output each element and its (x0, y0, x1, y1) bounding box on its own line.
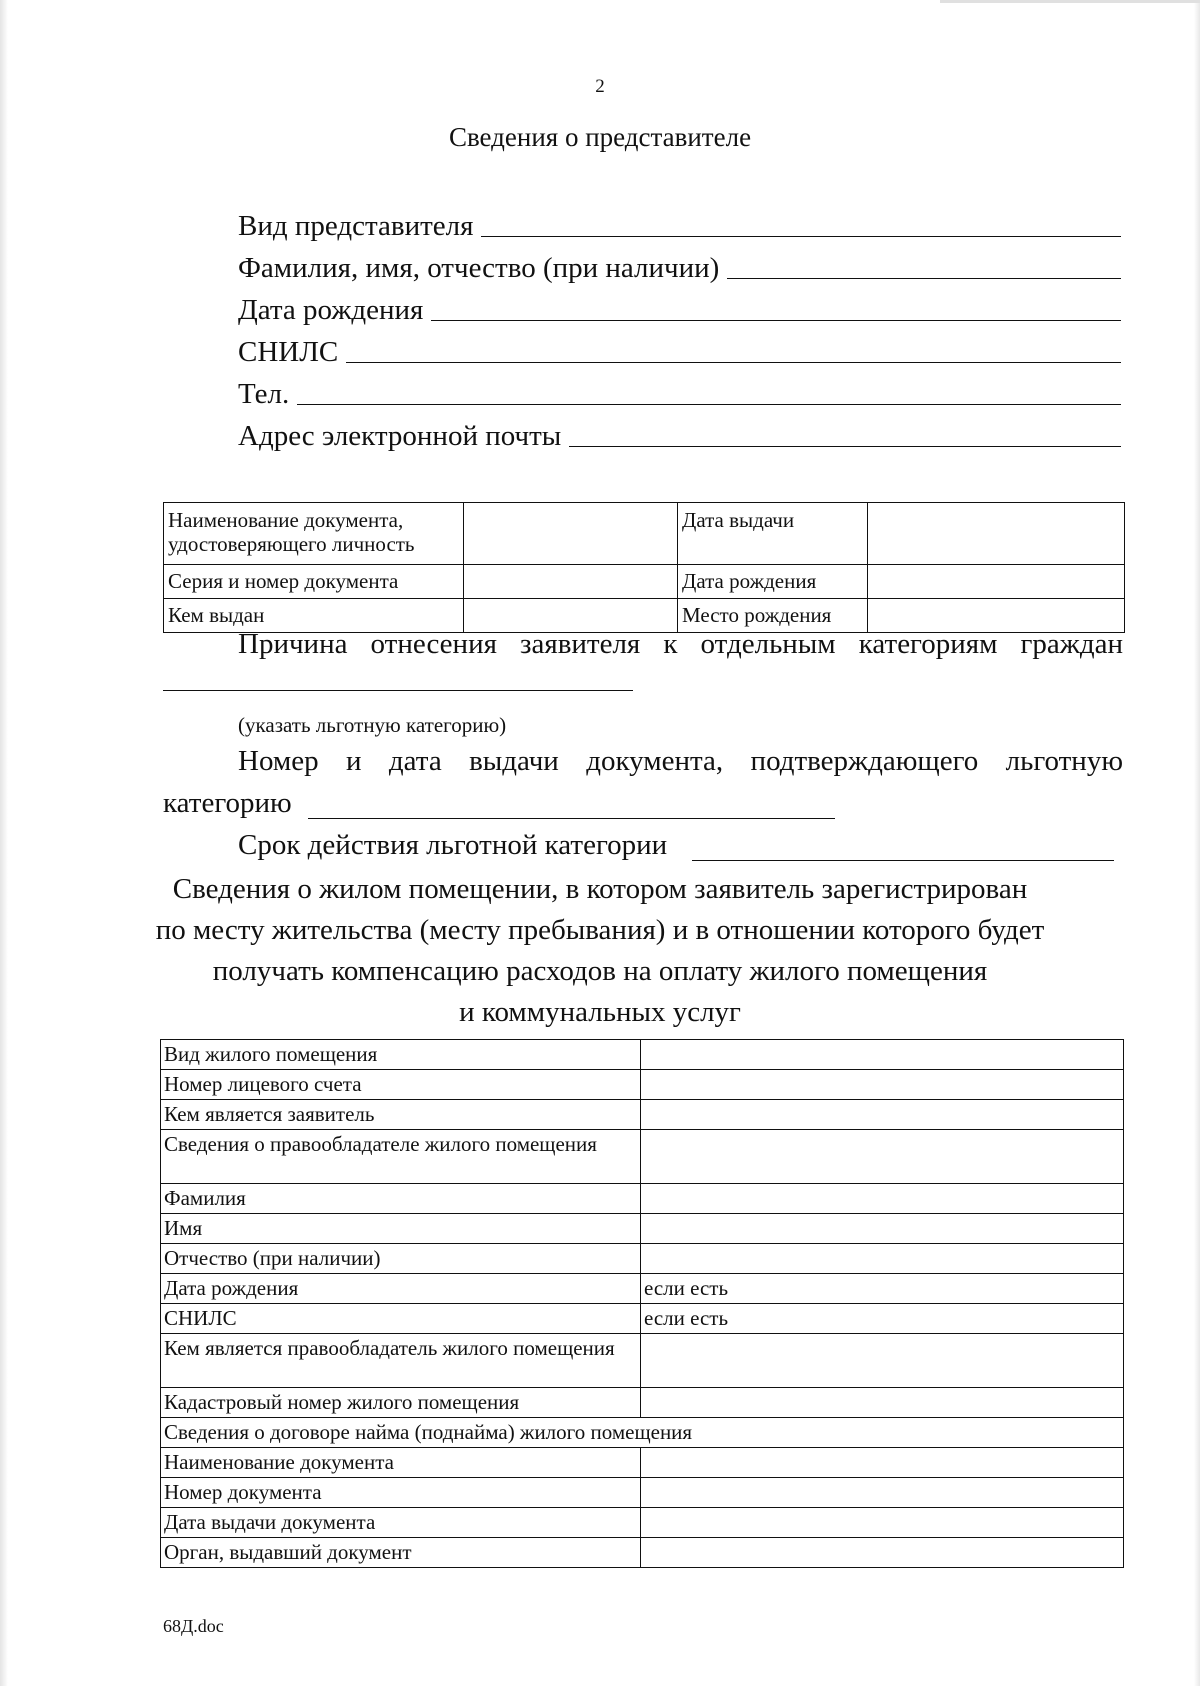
table-row (161, 1448, 1124, 1478)
row-value[interactable] (641, 1388, 1124, 1418)
field-full-name (238, 243, 1121, 283)
scan-edge-top (940, 0, 1200, 3)
table-row (161, 1070, 1124, 1100)
benefit-term-fill-line[interactable] (692, 860, 1114, 861)
fill-line[interactable] (431, 319, 1121, 321)
row-value[interactable] (641, 1508, 1124, 1538)
table-row (161, 1184, 1124, 1214)
row-label: Фамилия (161, 1184, 641, 1214)
fill-line[interactable] (569, 445, 1121, 447)
reason-text: Причина отнесения заявителя к отдельным категориям граждан (238, 628, 1123, 660)
birth-date-label: Дата рождения (678, 565, 868, 599)
page-title: Сведения о представителе (448, 122, 752, 152)
row-label: СНИЛС (161, 1304, 641, 1334)
field-label: Адрес электронной почты (238, 420, 562, 452)
benefit-term-label: Срок действия льготной категории (238, 829, 668, 861)
table-row (161, 1214, 1124, 1244)
field-label: Вид представителя (238, 210, 474, 242)
field-label: Фамилия, имя, отчество (при наличии) (238, 252, 720, 284)
row-label: Кадастровый номер жилого помещения (161, 1388, 641, 1418)
table-row (161, 1508, 1124, 1538)
table-row (164, 503, 1125, 565)
housing-heading-line: Сведения о жилом помещении, в котором заявитель зарегистрирован (172, 873, 1028, 905)
issued-by-label: Кем выдан (164, 599, 464, 633)
row-label: Кем является заявитель (161, 1100, 641, 1130)
doc-name-cell[interactable] (464, 503, 678, 565)
housing-heading-line: по месту жительства (месту пребывания) и в отношении которого будет (155, 914, 1045, 946)
row-value[interactable] (641, 1040, 1124, 1070)
footer-filename: 68Д.doc (163, 1616, 224, 1636)
housing-table (160, 1039, 1124, 1568)
series-number-cell[interactable] (464, 565, 678, 599)
row-value[interactable] (641, 1448, 1124, 1478)
row-label: Дата рождения (161, 1274, 641, 1304)
housing-heading-line: получать компенсацию расходов на оплату жилого помещения (212, 955, 988, 987)
scan-edge-left (0, 0, 8, 1686)
row-label: Дата выдачи документа (161, 1508, 641, 1538)
row-value[interactable] (641, 1100, 1124, 1130)
table-row (161, 1040, 1124, 1070)
row-value[interactable] (641, 1334, 1124, 1388)
row-value[interactable] (641, 1130, 1124, 1184)
benefit-doc-fill-line[interactable] (308, 818, 835, 819)
row-value[interactable] (641, 1070, 1124, 1100)
table-row (161, 1334, 1124, 1388)
fill-line[interactable] (727, 277, 1121, 279)
benefit-doc-line2: категорию (163, 787, 292, 819)
row-label: Сведения о правообладателе жилого помещения (161, 1130, 641, 1184)
row-label: Вид жилого помещения (161, 1040, 641, 1070)
field-email (238, 411, 1121, 451)
table-row (161, 1274, 1124, 1304)
reason-fill-line[interactable] (163, 690, 633, 691)
field-label: Дата рождения (238, 294, 424, 326)
row-value[interactable] (641, 1478, 1124, 1508)
table-row (161, 1538, 1124, 1568)
housing-heading-line: и коммунальных услуг (459, 996, 741, 1028)
row-label: Номер документа (161, 1478, 641, 1508)
table-row (161, 1244, 1124, 1274)
table-row (161, 1304, 1124, 1334)
row-label: Орган, выдавший документ (161, 1538, 641, 1568)
table-row (161, 1130, 1124, 1184)
table-row (161, 1418, 1124, 1448)
issue-date-cell[interactable] (868, 503, 1125, 565)
row-value[interactable]: если есть (641, 1304, 1124, 1334)
scan-edge-right (1194, 0, 1200, 1686)
field-label: СНИЛС (238, 336, 339, 368)
row-value[interactable] (641, 1244, 1124, 1274)
row-label: Наименование документа (161, 1448, 641, 1478)
table-row (161, 1388, 1124, 1418)
row-label: Номер лицевого счета (161, 1070, 641, 1100)
page-number: 2 (595, 76, 605, 97)
table-row (161, 1478, 1124, 1508)
field-representative-type (238, 201, 1121, 241)
birth-date-cell[interactable] (868, 565, 1125, 599)
birth-place-label: Место рождения (678, 599, 868, 633)
field-snils (238, 327, 1121, 367)
row-value[interactable] (641, 1184, 1124, 1214)
benefit-doc-line1: Номер и дата выдачи документа, подтверждающего льготную (238, 745, 1123, 777)
row-value[interactable] (641, 1214, 1124, 1244)
section-row-label: Сведения о договоре найма (поднайма) жилого помещения (161, 1418, 1124, 1448)
row-value[interactable]: если есть (641, 1274, 1124, 1304)
identity-document-table (163, 502, 1125, 633)
fill-line[interactable] (481, 235, 1121, 237)
row-label: Кем является правообладатель жилого помещения (161, 1334, 641, 1388)
row-value[interactable] (641, 1538, 1124, 1568)
doc-name-label: Наименование документа, удостоверяющего личность (164, 503, 464, 565)
table-row (161, 1100, 1124, 1130)
row-label: Отчество (при наличии) (161, 1244, 641, 1274)
row-label: Имя (161, 1214, 641, 1244)
series-number-label: Серия и номер документа (164, 565, 464, 599)
field-phone (238, 369, 1121, 409)
fill-line[interactable] (297, 403, 1121, 405)
field-label: Тел. (238, 378, 290, 410)
reason-hint: (указать льготную категорию) (238, 713, 507, 737)
fill-line[interactable] (346, 361, 1121, 363)
issue-date-label: Дата выдачи (678, 503, 868, 565)
field-birth-date (238, 285, 1121, 325)
table-row (164, 565, 1125, 599)
